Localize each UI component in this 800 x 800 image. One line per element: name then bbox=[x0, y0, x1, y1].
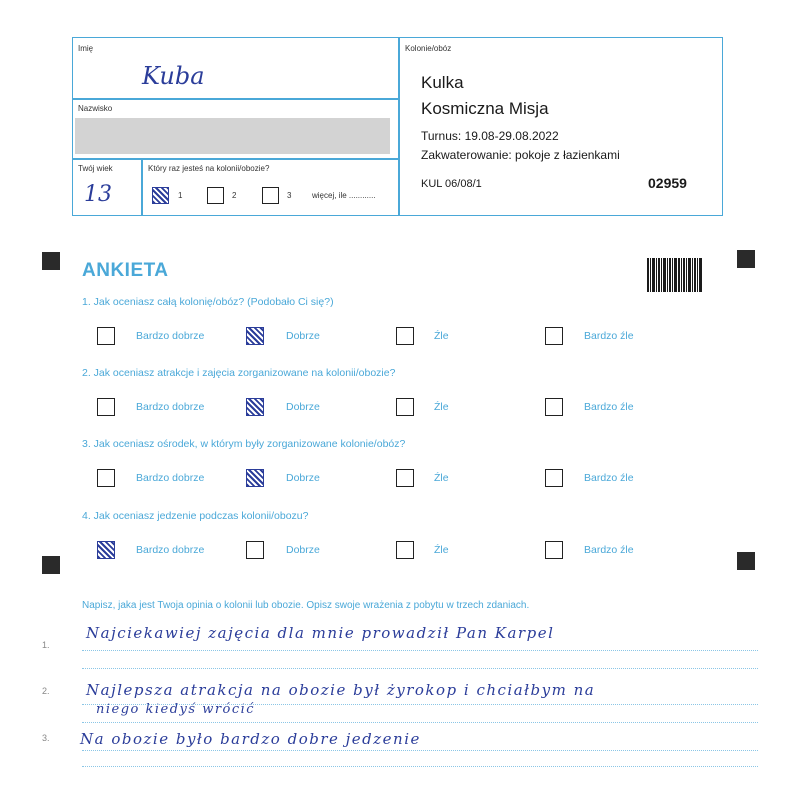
question-1-option-1-checkbox[interactable] bbox=[97, 327, 115, 345]
question-4-option-2-label: Dobrze bbox=[286, 544, 320, 556]
question-3-option-3-label: Źle bbox=[434, 472, 449, 484]
times-checkbox-3[interactable] bbox=[262, 187, 279, 204]
question-1-option-3-checkbox[interactable] bbox=[396, 327, 414, 345]
opinion-line-1b bbox=[82, 668, 758, 669]
question-1-option-4-checkbox[interactable] bbox=[545, 327, 563, 345]
surname-redaction bbox=[75, 118, 390, 154]
registration-marker-mid-left bbox=[42, 556, 60, 574]
question-3-option-4-label: Bardzo źle bbox=[584, 472, 634, 484]
question-1-option-3-label: Źle bbox=[434, 330, 449, 342]
survey-title: ANKIETA bbox=[82, 260, 169, 281]
camp-subtitle: Kosmiczna Misja bbox=[421, 99, 549, 118]
question-2-option-4-checkbox[interactable] bbox=[545, 398, 563, 416]
opinion-answer-1[interactable]: Najciekawiej zajęcia dla mnie prowadził Pan Karpel bbox=[86, 624, 555, 642]
registration-marker-mid-right bbox=[737, 552, 755, 570]
header-divider-age bbox=[72, 158, 399, 160]
question-4-option-4-label: Bardzo źle bbox=[584, 544, 634, 556]
question-2: 2. Jak oceniasz atrakcje i zajęcia zorganizowane na kolonii/obozie? bbox=[82, 367, 396, 379]
question-1-option-4-label: Bardzo źle bbox=[584, 330, 634, 342]
header-divider-name bbox=[72, 98, 399, 100]
question-2-option-3-checkbox[interactable] bbox=[396, 398, 414, 416]
question-2-option-3-label: Źle bbox=[434, 401, 449, 413]
opinion-line-1 bbox=[82, 650, 758, 651]
header-divider-age-col bbox=[141, 158, 143, 216]
opinion-line-3b bbox=[82, 766, 758, 767]
surname-label: Nazwisko bbox=[78, 104, 113, 113]
question-2-option-4-label: Bardzo źle bbox=[584, 401, 634, 413]
opinion-line-3 bbox=[82, 750, 758, 751]
question-4: 4. Jak oceniasz jedzenie podczas kolonii/obozu? bbox=[82, 510, 309, 522]
opinion-line-number-3: 3. bbox=[42, 733, 50, 743]
question-4-option-1-checkbox[interactable] bbox=[97, 541, 115, 559]
times-option-2-label: 2 bbox=[232, 191, 237, 200]
opinion-line-number-1: 1. bbox=[42, 640, 50, 650]
question-1-option-1-label: Bardzo dobrze bbox=[136, 330, 205, 342]
opinion-line-2b bbox=[82, 722, 758, 723]
name-value: Kuba bbox=[142, 62, 205, 90]
age-value: 13 bbox=[84, 182, 112, 207]
camp-turnus: Turnus: 19.08-29.08.2022 bbox=[421, 129, 559, 143]
question-2-option-2-label: Dobrze bbox=[286, 401, 320, 413]
opinion-line-2 bbox=[82, 704, 758, 705]
times-checkbox-2[interactable] bbox=[207, 187, 224, 204]
question-3: 3. Jak oceniasz ośrodek, w którym były zorganizowane kolonie/obóz? bbox=[82, 438, 406, 450]
question-2-option-2-checkbox[interactable] bbox=[246, 398, 264, 416]
question-2-option-1-label: Bardzo dobrze bbox=[136, 401, 205, 413]
opinion-prompt: Napisz, jaka jest Twoja opinia o kolonii lub obozie. Opisz swoje wrażenia z pobytu w trzech zdaniach. bbox=[82, 600, 530, 611]
times-checkbox-1[interactable] bbox=[152, 187, 169, 204]
opinion-answer-2-continued[interactable]: niego kiedyś wrócić bbox=[96, 702, 256, 717]
question-1-option-2-label: Dobrze bbox=[286, 330, 320, 342]
question-4-option-1-label: Bardzo dobrze bbox=[136, 544, 205, 556]
camp-name: Kulka bbox=[421, 73, 464, 92]
question-4-option-2-checkbox[interactable] bbox=[246, 541, 264, 559]
question-3-option-1-label: Bardzo dobrze bbox=[136, 472, 205, 484]
camp-number: 02959 bbox=[648, 175, 687, 191]
times-label: Który raz jesteś na kolonii/obozie? bbox=[148, 164, 270, 173]
barcode-icon bbox=[647, 258, 703, 292]
question-4-option-4-checkbox[interactable] bbox=[545, 541, 563, 559]
question-2-option-1-checkbox[interactable] bbox=[97, 398, 115, 416]
camp-label: Kolonie/obóz bbox=[405, 44, 452, 53]
times-option-3-label: 3 bbox=[287, 191, 292, 200]
name-label: Imię bbox=[78, 44, 94, 53]
camp-lodging: Zakwaterowanie: pokoje z łazienkami bbox=[421, 148, 620, 162]
opinion-answer-2[interactable]: Najlepsza atrakcja na obozie był żyrokop i chciałbym na bbox=[86, 681, 596, 699]
times-option-1-label: 1 bbox=[178, 191, 183, 200]
question-3-option-3-checkbox[interactable] bbox=[396, 469, 414, 487]
camp-code: KUL 06/08/1 bbox=[421, 178, 482, 190]
question-1: 1. Jak oceniasz całą kolonię/obóz? (Podobało Ci się?) bbox=[82, 296, 334, 308]
opinion-line-number-2: 2. bbox=[42, 686, 50, 696]
header-divider-vertical bbox=[398, 37, 400, 216]
question-3-option-4-checkbox[interactable] bbox=[545, 469, 563, 487]
question-4-option-3-checkbox[interactable] bbox=[396, 541, 414, 559]
question-4-option-3-label: Źle bbox=[434, 544, 449, 556]
registration-marker-top-left bbox=[42, 252, 60, 270]
question-3-option-2-checkbox[interactable] bbox=[246, 469, 264, 487]
times-more-label: więcej, ile ............ bbox=[312, 191, 376, 200]
question-3-option-1-checkbox[interactable] bbox=[97, 469, 115, 487]
registration-marker-top-right bbox=[737, 250, 755, 268]
age-label: Twój wiek bbox=[78, 164, 113, 173]
opinion-answer-3[interactable]: Na obozie było bardzo dobre jedzenie bbox=[80, 730, 421, 748]
question-1-option-2-checkbox[interactable] bbox=[246, 327, 264, 345]
question-3-option-2-label: Dobrze bbox=[286, 472, 320, 484]
